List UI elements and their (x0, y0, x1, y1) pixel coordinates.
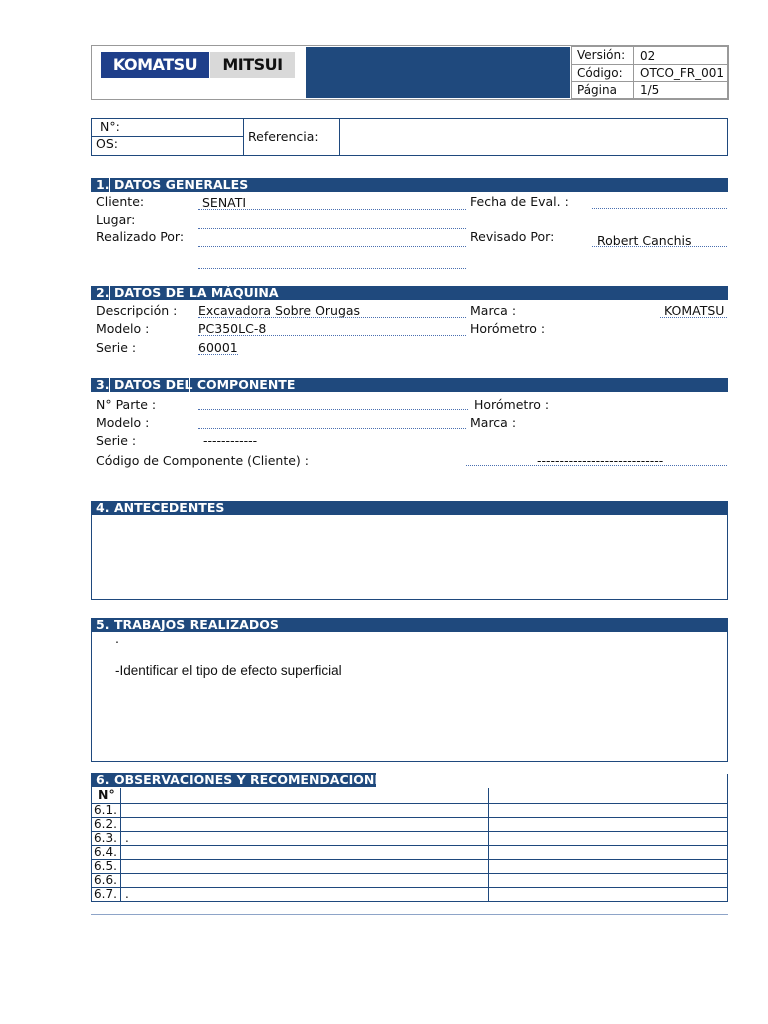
trabajos-box[interactable] (91, 631, 728, 762)
section2-number: 2. (96, 285, 110, 300)
version-value: 02 (640, 49, 656, 63)
section6-number: 6. (96, 772, 110, 787)
serie-comp-value[interactable]: ------------ (203, 433, 258, 448)
footer-rule (91, 914, 728, 915)
mitsui-logo (210, 52, 295, 78)
codigo-value[interactable]: ---------------------------- (537, 453, 664, 468)
descripcion-value[interactable]: Excavadora Sobre Orugas (198, 303, 361, 318)
n-label: N°: (100, 119, 120, 134)
horometro-comp-label: Horómetro : (474, 397, 550, 412)
serie-comp-label: Serie : (96, 433, 137, 448)
revisado-label: Revisado Por: (470, 229, 555, 244)
obs-row-number: 6.2. (94, 817, 117, 831)
obs-row-number: 6.4. (94, 845, 117, 859)
trabajos-line1: -Identificar el tipo de efecto superficial (115, 663, 342, 678)
horometro-label: Horómetro : (470, 321, 546, 336)
modelo-label: Modelo : (96, 321, 150, 336)
referencia-field[interactable] (340, 119, 727, 155)
fecha-field[interactable] (592, 208, 727, 209)
komatsu-logo (101, 52, 209, 78)
section6-title: OBSERVACIONES Y RECOMENDACIONES (114, 772, 392, 787)
modelo-value[interactable]: PC350LC-8 (198, 321, 267, 336)
antecedentes-box[interactable] (91, 514, 728, 600)
marca-label: Marca : (470, 303, 517, 318)
header-title-block (306, 47, 570, 98)
version-label: Versión: (577, 48, 626, 62)
obs-row-number: 6.3. (94, 831, 117, 845)
parte-field[interactable] (198, 409, 468, 410)
section4-title: ANTECEDENTES (114, 500, 225, 515)
os-label: OS: (96, 136, 118, 151)
obs-row-text[interactable]: . (125, 887, 129, 901)
revisado-value[interactable]: Robert Canchis (597, 233, 692, 248)
trabajos-bullet: . (115, 631, 119, 646)
code-value: OTCO_FR_001 (640, 66, 725, 80)
marca-comp-label: Marca : (470, 415, 517, 430)
fecha-label: Fecha de Eval. : (470, 194, 569, 209)
obs-row-number: 6.6. (94, 873, 117, 887)
section2-title: DATOS DE LA MÁQUINA (114, 285, 279, 300)
section5-title: TRABAJOS REALIZADOS (114, 617, 279, 632)
realizado-label: Realizado Por: (96, 229, 185, 244)
obs-col-header: N° (98, 787, 115, 802)
parte-label: N° Parte : (96, 397, 157, 412)
referencia-label: Referencia: (248, 129, 319, 144)
lugar-label: Lugar: (96, 212, 136, 227)
serie-value[interactable]: 60001 (198, 340, 238, 355)
obs-row-number: 6.7. (94, 887, 117, 901)
codigo-label: Código de Componente (Cliente) : (96, 453, 309, 468)
section4-number: 4. (96, 500, 110, 515)
page-value: 1/5 (640, 83, 660, 97)
page-label: Página (577, 83, 617, 97)
section5-number: 5. (96, 617, 110, 632)
serie-label: Serie : (96, 340, 137, 355)
obs-row-text[interactable]: . (125, 831, 129, 845)
marca-value[interactable]: KOMATSU (664, 303, 725, 318)
observaciones-table (91, 774, 728, 903)
lugar-field[interactable] (198, 228, 466, 229)
cliente-value[interactable]: SENATI (202, 195, 247, 210)
obs-row-number: 6.5. (94, 859, 117, 873)
cliente-label: Cliente: (96, 194, 145, 209)
section3-title: DATOS DEL COMPONENTE (114, 377, 296, 392)
komatsu-logo-text: KOMATSU (112, 55, 198, 74)
section3-number: 3. (96, 377, 110, 392)
mitsui-logo-text: MITSUI (222, 55, 283, 74)
realizado-field[interactable] (198, 246, 466, 247)
logo-area (93, 47, 305, 98)
section1-number: 1. (96, 177, 110, 192)
obs-row-number: 6.1. (94, 803, 117, 817)
descripcion-label: Descripción : (96, 303, 178, 318)
section1-title: DATOS GENERALES (114, 177, 249, 192)
modelo-comp-field[interactable] (198, 428, 466, 429)
code-label: Código: (577, 66, 623, 80)
modelo-comp-label: Modelo : (96, 415, 150, 430)
